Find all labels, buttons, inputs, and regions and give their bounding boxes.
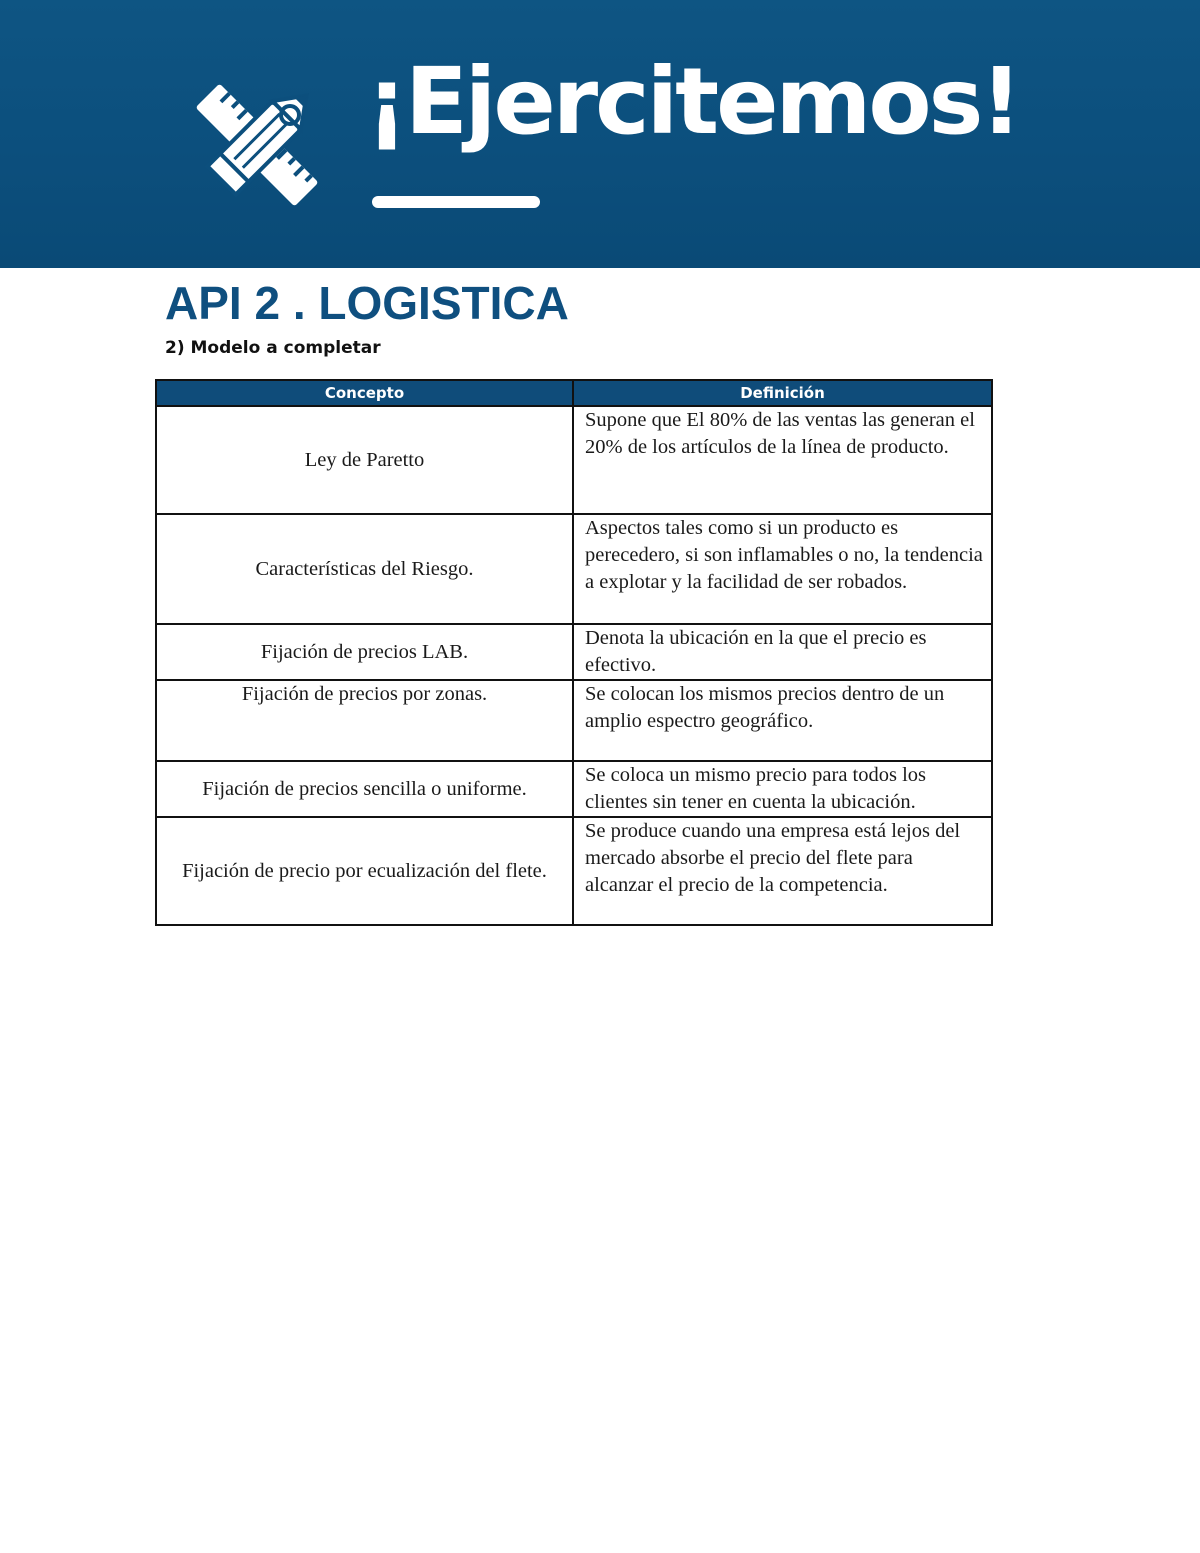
definition-cell: Se colocan los mismos precios dentro de un amplio espectro geográfico. bbox=[573, 680, 992, 761]
table-row bbox=[156, 624, 992, 680]
table-row bbox=[156, 817, 992, 925]
table-row bbox=[156, 406, 992, 514]
concept-definition-table bbox=[155, 379, 993, 926]
definition-cell: Se coloca un mismo precio para todos los clientes sin tener en cuenta la ubicación. bbox=[573, 761, 992, 817]
table-header-row bbox=[156, 380, 992, 406]
concept-cell: Características del Riesgo. bbox=[156, 514, 573, 624]
table-row bbox=[156, 680, 992, 761]
banner-title: ¡Ejercitemos! bbox=[366, 48, 1020, 155]
concept-cell: Fijación de precios por zonas. bbox=[156, 680, 573, 761]
definition-cell: Aspectos tales como si un producto es perecedero, si son inflamables o no, la tendencia a explotar y la facilidad de ser robados. bbox=[573, 514, 992, 624]
definition-cell: Denota la ubicación en la que el precio es efectivo. bbox=[573, 624, 992, 680]
page-title: API 2 . LOGISTICA bbox=[165, 277, 569, 329]
concept-cell: Ley de Paretto bbox=[156, 406, 573, 514]
banner-underline bbox=[372, 196, 540, 208]
table-row bbox=[156, 514, 992, 624]
column-header-definicion: Definición bbox=[573, 380, 992, 406]
header-banner bbox=[0, 0, 1200, 268]
page-subtitle: 2) Modelo a completar bbox=[165, 338, 381, 358]
ruler-pencil-crossed-icon bbox=[190, 80, 325, 210]
definition-cell: Supone que El 80% de las ventas las generan el 20% de los artículos de la línea de producto. bbox=[573, 406, 992, 514]
concept-cell: Fijación de precios sencilla o uniforme. bbox=[156, 761, 573, 817]
table-row bbox=[156, 761, 992, 817]
concept-cell: Fijación de precio por ecualización del flete. bbox=[156, 817, 573, 925]
definition-cell: Se produce cuando una empresa está lejos del mercado absorbe el precio del flete para alcanzar el precio de la competencia. bbox=[573, 817, 992, 925]
column-header-concepto: Concepto bbox=[156, 380, 573, 406]
concept-cell: Fijación de precios LAB. bbox=[156, 624, 573, 680]
